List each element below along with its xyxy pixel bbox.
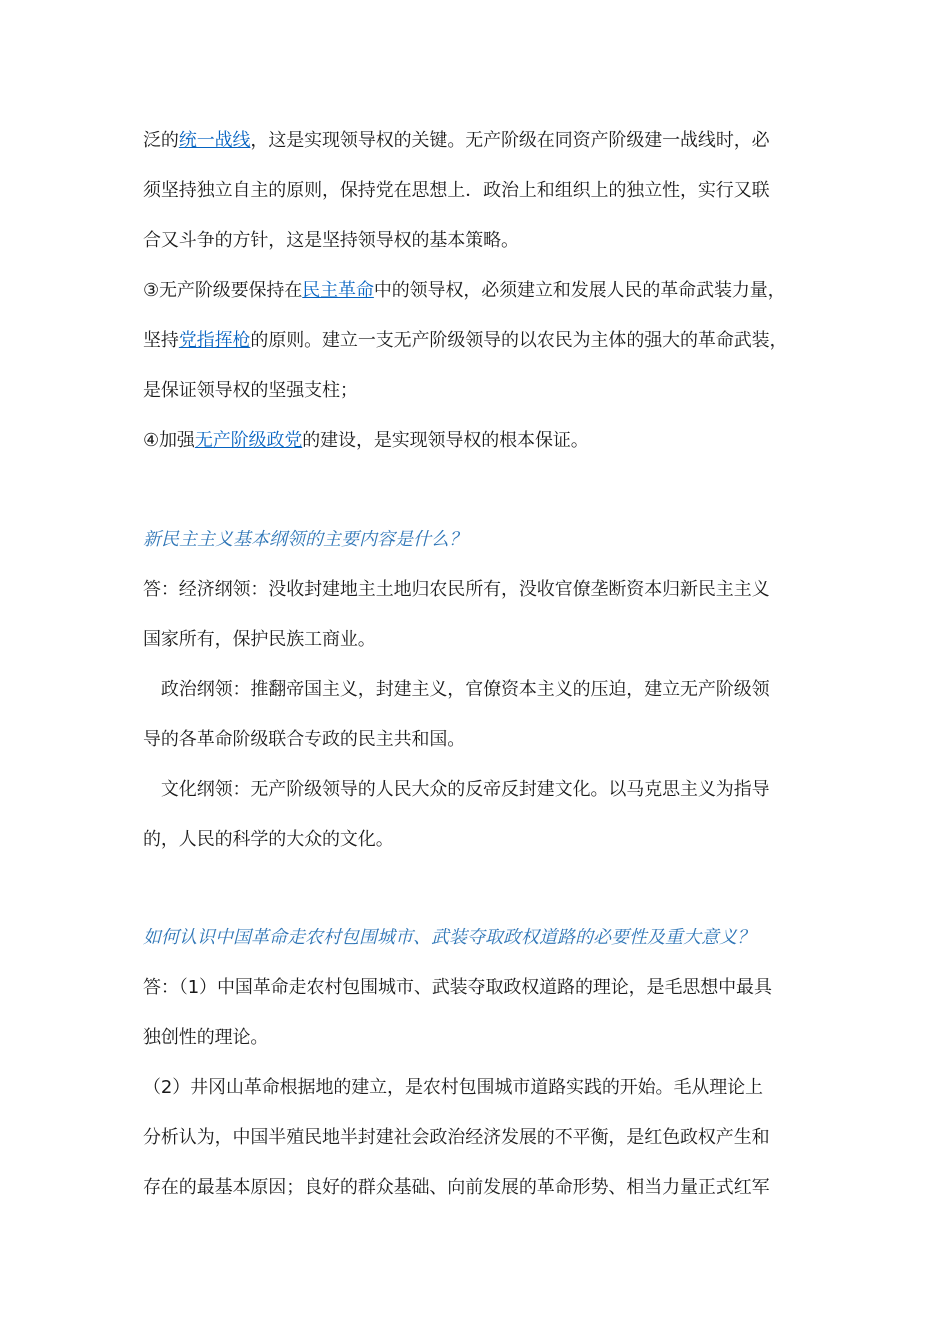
link-democratic-revolution[interactable]: 民主革命 [302, 280, 374, 301]
answer-line: 答：（1）中国革命走农村包围城市、武装夺取政权道路的理论，是毛思想中最具 [143, 977, 772, 998]
text-span: ③无产阶级要保持在 [143, 280, 303, 301]
answer-line: 文化纲领：无产阶级领导的人民大众的反帝反封建文化。以马克思主义为指导 [143, 779, 770, 800]
text-span: ④加强 [143, 430, 195, 451]
text-line: 须坚持独立自主的原则，保持党在思想上．政治上和组织上的独立性，实行又联 [143, 180, 770, 201]
answer-line: 答：经济纲领：没收封建地主土地归农民所有，没收官僚垄断资本归新民主主义 [143, 579, 770, 600]
answer-line: 的，人民的科学的大众的文化。 [143, 829, 394, 850]
answer-line: 导的各革命阶级联合专政的民主共和国。 [143, 729, 466, 750]
link-party-commands-gun[interactable]: 党指挥枪 [178, 330, 251, 351]
text-span: 泛的 [143, 130, 179, 151]
answer-line: 分析认为，中国半殖民地半封建社会政治经济发展的不平衡，是红色政权产生和 [143, 1127, 770, 1148]
text-line [143, 278, 823, 304]
answer-line: 国家所有，保护民族工商业。 [143, 629, 376, 650]
text-line: 合又斗争的方针，这是坚持领导权的基本策略。 [143, 230, 519, 251]
text-span: ，这是实现领导权的关键。无产阶级在同资产阶级建一战线时，必 [250, 130, 770, 151]
answer-line: 存在的最基本原因；良好的群众基础、向前发展的革命形势、相当力量正式红军 [143, 1177, 770, 1198]
question-heading: 如何认识中国革命走农村包围城市、武装夺取政权道路的必要性及重大意义？ [143, 927, 755, 948]
text-line [143, 428, 823, 454]
answer-line: （2）井冈山革命根据地的建立，是农村包围城市道路实践的开始。毛从理论上 [143, 1077, 763, 1098]
answer-line: 政治纲领：推翻帝国主义，封建主义，官僚资本主义的压迫，建立无产阶级领 [143, 679, 770, 700]
text-line [143, 128, 823, 154]
text-span: 中的领导权，必须建立和发展人民的革命武装力量， [373, 280, 786, 301]
link-united-front[interactable]: 统一战线 [178, 130, 251, 151]
text-span: 的建设，是实现领导权的根本保证。 [302, 430, 589, 451]
link-proletarian-party[interactable]: 无产阶级政党 [194, 430, 303, 451]
question-heading: 新民主主义基本纲领的主要内容是什么？ [143, 529, 467, 550]
text-span: 坚持 [143, 330, 179, 351]
text-span: 的原则。建立一支无产阶级领导的以农民为主体的强大的革命武装， [250, 330, 788, 351]
answer-line: 独创性的理论。 [143, 1027, 269, 1048]
text-line [143, 328, 823, 354]
text-line: 是保证领导权的坚强支柱； [143, 380, 358, 401]
